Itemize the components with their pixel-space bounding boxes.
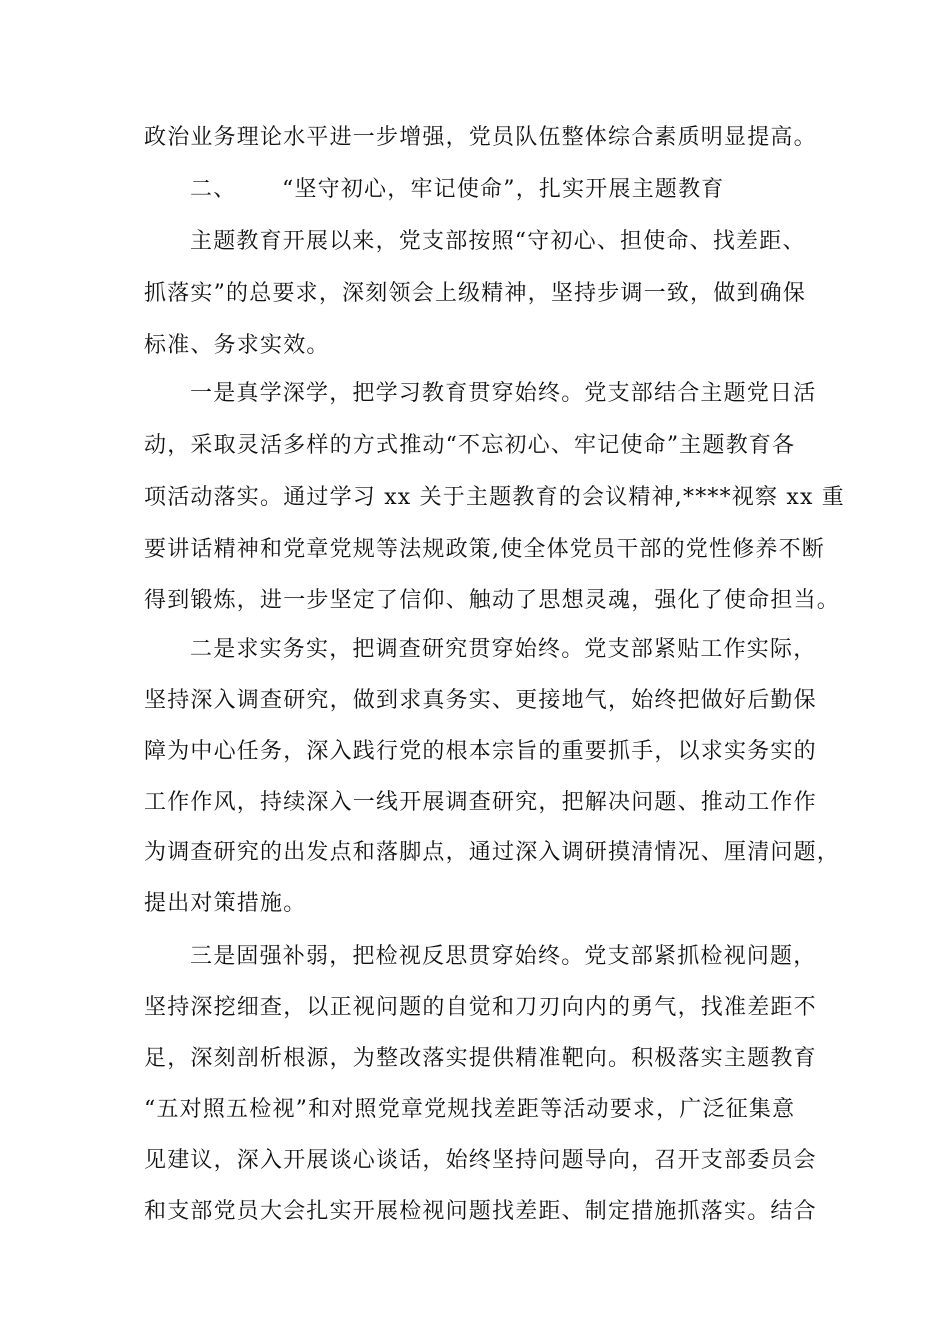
section-title: “坚守初心，牢记使命”，扎实开展主题教育: [282, 177, 725, 202]
text-line: 标准、务求实效。: [144, 333, 330, 358]
text-line: 要讲话精神和党章党规等法规政策,使全体党员干部的党性修养不断: [144, 537, 825, 562]
text-line: 障为中心任务，深入践行党的根本宗旨的重要抓手，以求实务实的: [144, 739, 817, 764]
text-line: 提出对策措施。: [144, 891, 307, 916]
text-line: 见建议，深入开展谈心谈话，始终坚持问题导向，召开支部委员会: [144, 1148, 817, 1173]
text-line: 二是求实务实，把调查研究贯穿始终。党支部紧贴工作实际，: [190, 637, 817, 662]
text-line: 政治业务理论水平进一步增强，党员队伍整体综合素质明显提高。: [144, 125, 817, 150]
text-line: 坚持深挖细查，以正视问题的自觉和刀刃向内的勇气，找准差距不: [144, 995, 817, 1020]
text-line: 三是固强补弱，把检视反思贯穿始终。党支部紧抓检视问题，: [190, 944, 817, 969]
text-line: 和支部党员大会扎实开展检视问题找差距、制定措施抓落实。结合: [144, 1199, 817, 1224]
text-line: “五对照五检视”和对照党章党规找差距等活动要求，广泛征集意: [144, 1097, 796, 1122]
text-line: 得到锻炼，进一步坚定了信仰、触动了思想灵魂，强化了使命担当。: [144, 588, 841, 613]
text-line: 工作作风，持续深入一线开展调查研究，把解决问题、推动工作作: [144, 790, 817, 815]
text-line: 抓落实”的总要求，深刻领会上级精神，坚持步调一致，做到确保: [144, 281, 807, 306]
section-heading: [190, 170, 824, 210]
text-line: 项活动落实。通过学习 xx 关于主题教育的会议精神,****视察 xx 重: [144, 485, 845, 510]
text-line: 为调查研究的出发点和落脚点，通过深入调研摸清情况、厘清问题，: [144, 840, 841, 865]
section-number: 二、: [190, 177, 237, 202]
text-line: 主题教育开展以来，党支部按照“守初心、担使命、找差距、: [190, 229, 806, 254]
text-line: 一是真学深学，把学习教育贯穿始终。党支部结合主题党日活: [190, 381, 817, 406]
text-line: 足，深刻剖析根源，为整改落实提供精准靶向。积极落实主题教育: [144, 1046, 817, 1071]
text-line: 坚持深入调查研究，做到求真务实、更接地气，始终把做好后勤保: [144, 688, 817, 713]
text-line: 动，采取灵活多样的方式推动“不忘初心、牢记使命”主题教育各: [144, 433, 796, 458]
